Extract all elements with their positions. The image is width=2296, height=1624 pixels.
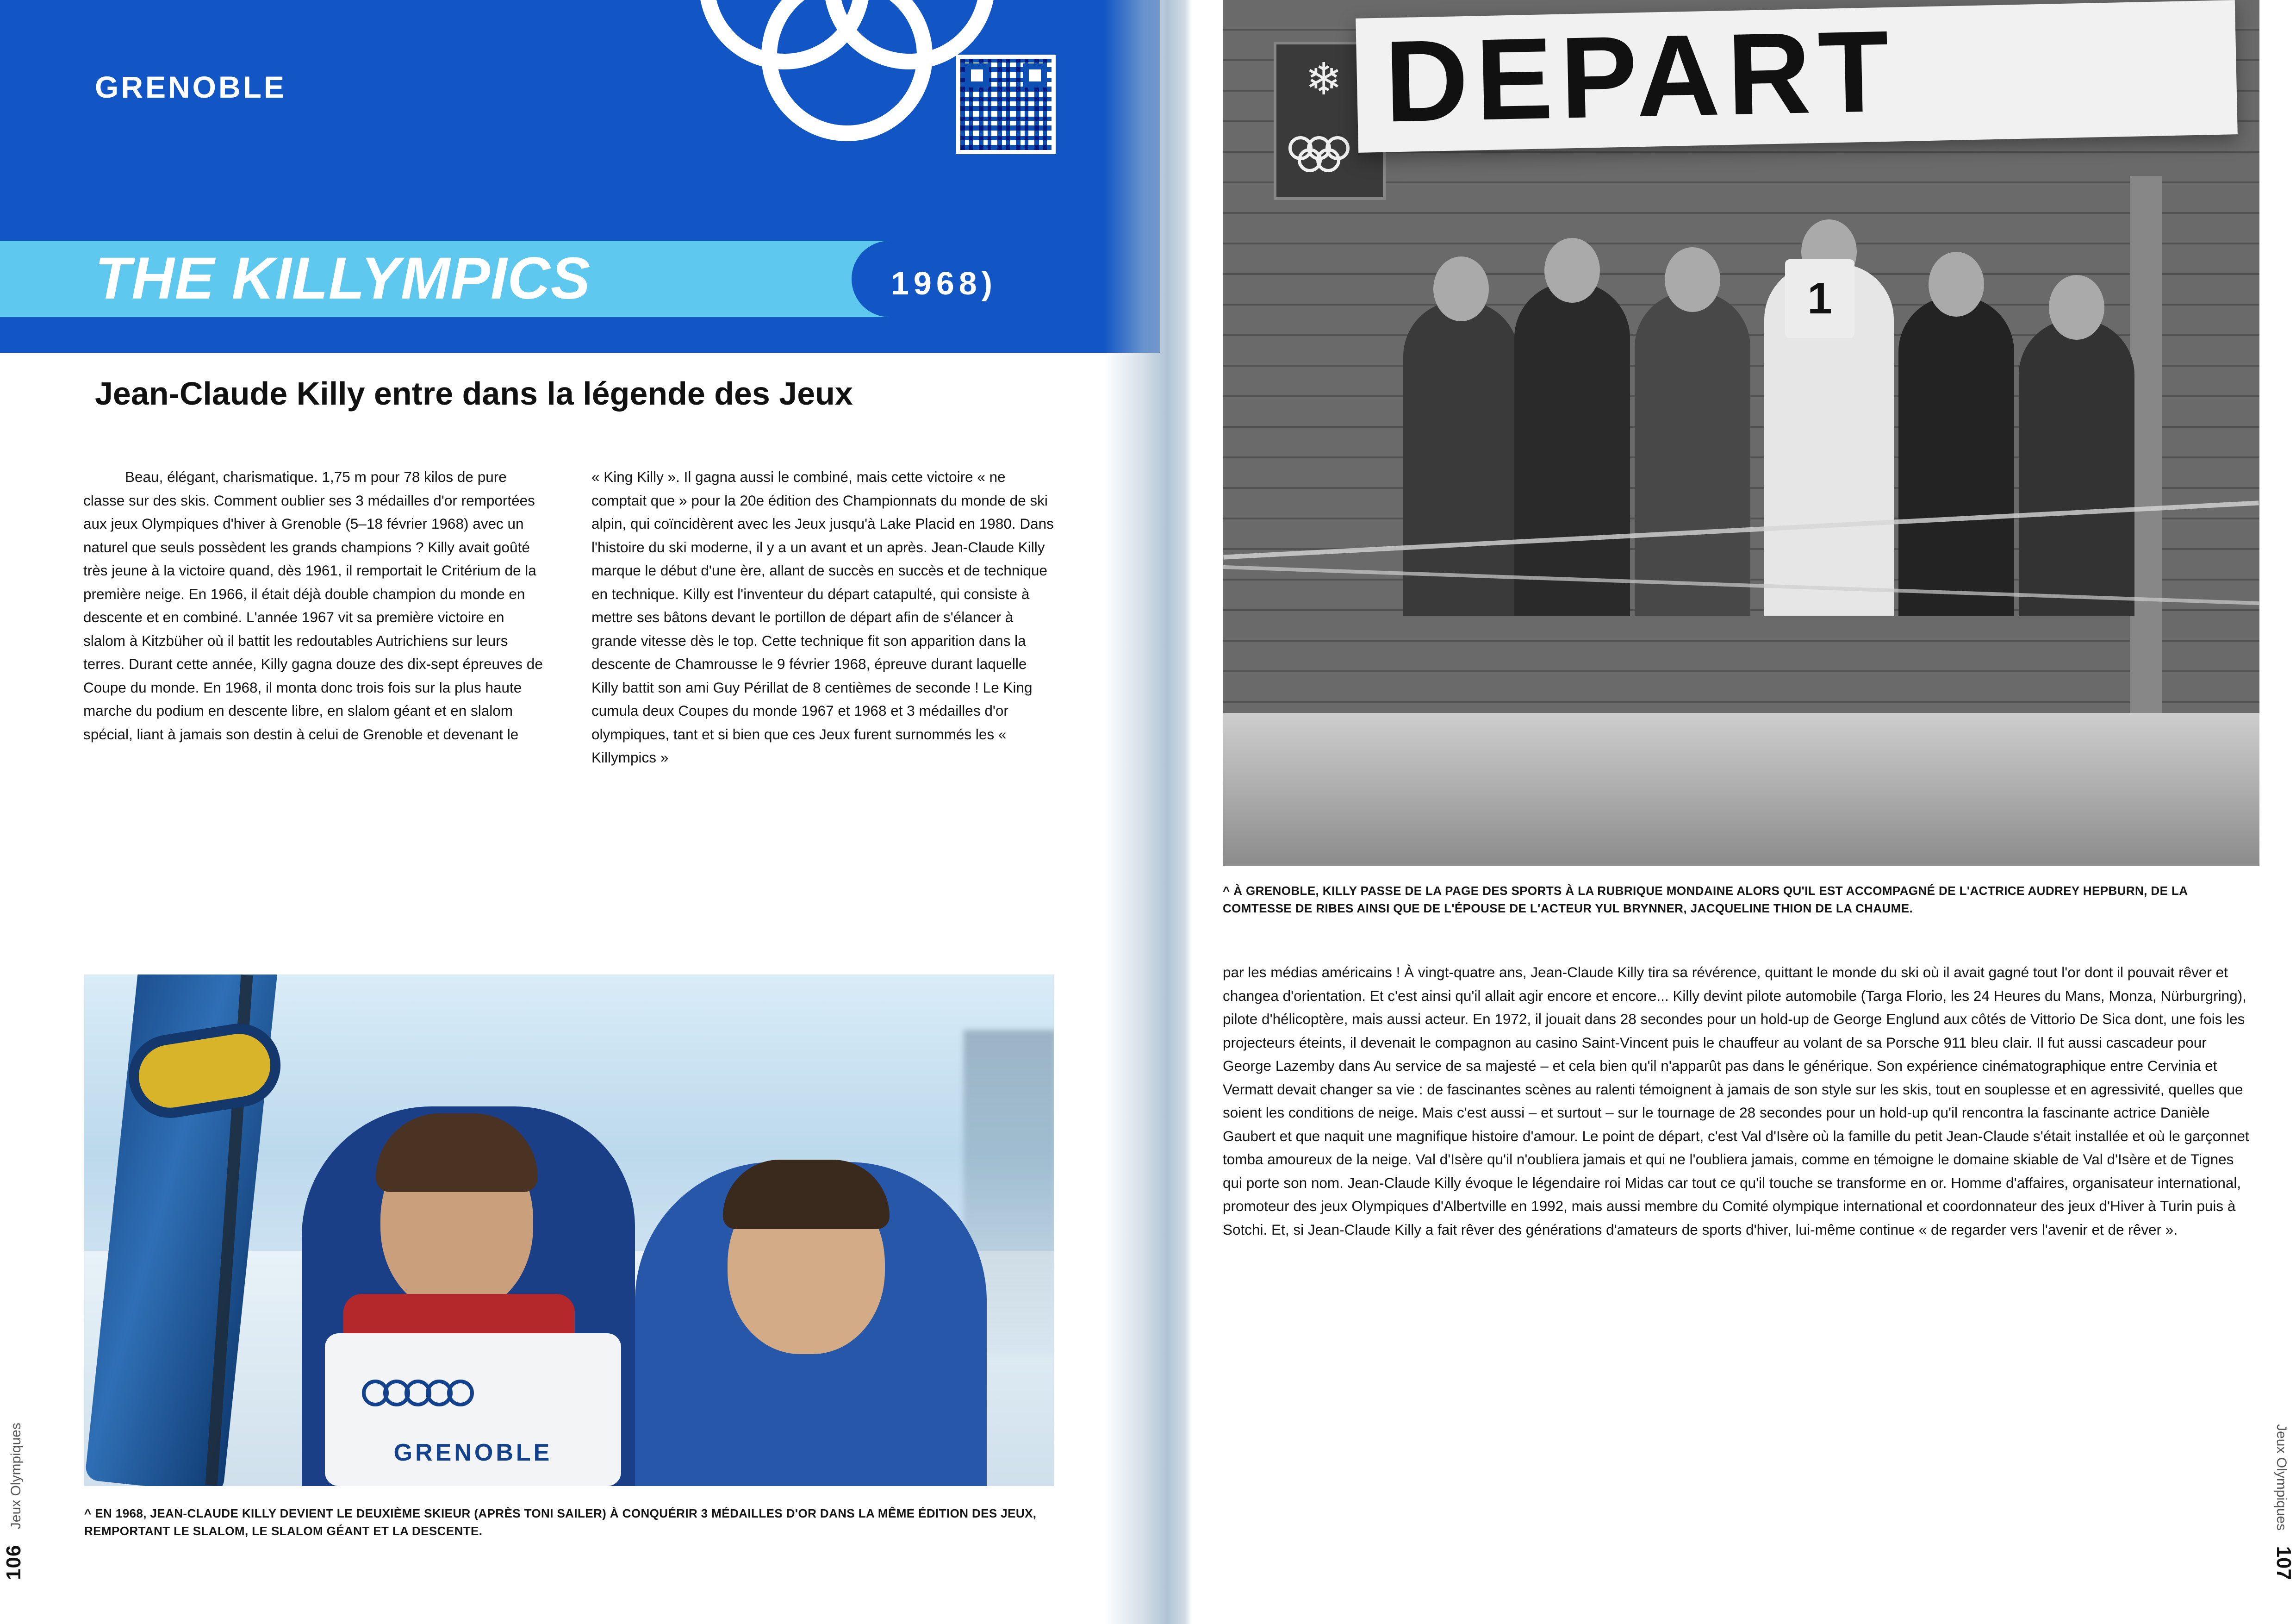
page-title: THE KILLYMPICS [95, 245, 591, 312]
caption-arrow-icon: ^ [1223, 884, 1230, 898]
racer-bib-number: 1 [1785, 259, 1854, 338]
body-column-1 [83, 465, 546, 746]
folio-label: Jeux Olympiques [2274, 1424, 2289, 1531]
photo-bib-text: GRENOBLE [393, 1439, 553, 1466]
photo-caption-right [1223, 882, 2257, 917]
photo-depart-gate [1223, 0, 2259, 866]
body-text: Beau, élégant, charismatique. 1,75 m pour 78 kilos de pure classe sur des skis. Comment oublier ses 3 médailles d'or remportées aux jeux Olympiques d'hiver à Grenoble (5–18 février 1968) avec un naturel que seuls possèdent les grands champions ? Killy avait goûté très jeune à la victoire quand, dès 1961, il remportait le Critérium de la première neige. En 1966, il était déjà double champion du monde en descente et en combiné. L'année 1967 vit sa première victoire en slalom à Kitzbüher où il battit les redoutables Autrichiens sur leurs terres. Durant cette année, Killy gagna douze des dix-sept épreuves de Coupe du monde. En 1968, il monta donc trois fois sur la plus haute marche du podium en descente libre, en slalom géant et en slalom spécial, liant à jamais son destin à celui de Grenoble et devenant le [83, 468, 543, 743]
caption-text: EN 1968, JEAN-CLAUDE KILLY DEVIENT LE DEUXIÈME SKIEUR (APRÈS TONI SAILER) À CONQUÉRIR 3 MÉDAILLES D'OR DANS LA MÊME ÉDITION DES JEUX, REMPORTANT LE SLALOM, LE SLALOM GÉANT ET LA DESCENTE. [84, 1506, 1037, 1538]
folio-left [2, 1423, 25, 1580]
body-text: par les médias américains ! À vingt-quatre ans, Jean-Claude Killy tira sa révérence, quittant le monde du ski où il avait gagné tout l'or dont il pouvait rêver et changea d'orientation. Et c'est ainsi qu'il allait agir encore et encore... Killy devint pilote automobile (Targa Florio, les 24 Heures du Mans, Monza, Nürburgring), pilote d'hélicoptère, mais aussi acteur. En 1972, il jouait dans 28 secondes pour un hold-up de George Englund aux côtés de Vittorio De Sica dont, une fois les projecteurs éteints, il devenait le compagnon au casino Saint-Vincent puis le chauffeur au volant de sa Porsche 911 bleu clair. Il fut aussi cascadeur pour George Lazemby dans Au service de sa majesté – et cela bien qu'il n'apparût pas dans le générique. Son expérience cinématographique entre Cervinia et Vermatt devait changer sa vie : de fascinantes scènes au ralenti témoignent à jamais de son style sur les skis, tout en souplesse et en agressivité, quelles que soient les conditions de neige. Mais c'est aussi – et surtout – sur le tournage de 28 secondes pour un hold-up qu'il rencontra la fascinante actrice Danièle Gaubert et que naquit une magnifique histoire d'amour. Le point de départ, c'est Val d'Isère où la famille du petit Jean-Claude s'était installée et où le garçonnet tomba amoureux de la neige. Val d'Isère qu'il n'oubliera jamais et qui ne l'oubliera jamais, comme en témoigne le domaine skiable de Val d'Isère et de Tignes qui porte son nom. Jean-Claude Killy évoque le légendaire roi Midas car tout ce qu'il touche se transforme en or. Homme d'affaires, organisateur international, promoteur des jeux Olympiques d'Albertville en 1992, mais aussi membre du Comité olympique international et coordonnateur des jeux d'Hiver à Turin puis à Sotchi. Et, si Jean-Claude Killy a fait rêver des générations d'amateurs de sports d'hiver, lui-même continue « de regarder vers l'avenir et de rêver ». [1223, 964, 2249, 1238]
caption-arrow-icon: ^ [84, 1506, 92, 1520]
photo-caption-left [84, 1505, 1061, 1540]
depart-banner [1356, 0, 2238, 153]
body-column-right [1223, 961, 2257, 1241]
right-page [1190, 0, 2296, 1624]
body-column-2 [591, 465, 1054, 769]
body-text: « King Killy ». Il gagna aussi le combiné, mais cette victoire « ne comptait que » pour la 20e édition des Championnats du monde de ski alpin, qui coïncidèrent avec les Jeux jusqu'à Lake Placid en 1980. Dans l'histoire du ski moderne, il y a un avant et un après. Jean-Claude Killy marque le début d'une ère, allant de succès en succès et de technique en technique. Killy est l'inventeur du départ catapulté, qui consiste à mettre ses bâtons devant le portillon de départ afin de s'élancer à grande vitesse dès le top. Cette technique fit son apparition dans la descente de Chamrousse le 9 février 1968, épreuve durant laquelle Killy battit son ami Guy Périllat de 8 centièmes de seconde ! Le King cumula deux Coupes du monde 1967 et 1968 et 3 médailles d'or olympiques, tant et si bien que ces Jeux furent surnommés les « Killympics » [591, 468, 1054, 766]
folio-label: Jeux Olympiques [8, 1423, 24, 1530]
banner-text: DEPART [1383, 6, 1898, 146]
folio-right [2272, 1424, 2295, 1580]
qr-code-icon[interactable] [956, 55, 1056, 154]
photo-killy-podium [84, 974, 1054, 1486]
page-number: 106 [2, 1544, 25, 1580]
section-kicker: GRENOBLE [95, 70, 287, 104]
page-subtitle: Jean-Claude Killy entre dans la légende des Jeux [95, 375, 853, 412]
olympic-rings-icon [362, 1380, 482, 1407]
snowflake-icon: ❄ [1305, 55, 1343, 104]
page-number: 107 [2272, 1546, 2295, 1580]
headline-year: 1968) [891, 265, 997, 301]
caption-text: À GRENOBLE, KILLY PASSE DE LA PAGE DES SPORTS À LA RUBRIQUE MONDAINE ALORS QU'IL EST ACCOMPAGNÉ DE L'ACTRICE AUDREY HEPBURN, DE LA COMTESSE DE RIBES AINSI QUE DE L'ÉPOUSE DE L'ACTEUR YUL BRYNNER, JACQUELINE THION DE LA CHAUME. [1223, 884, 2188, 915]
